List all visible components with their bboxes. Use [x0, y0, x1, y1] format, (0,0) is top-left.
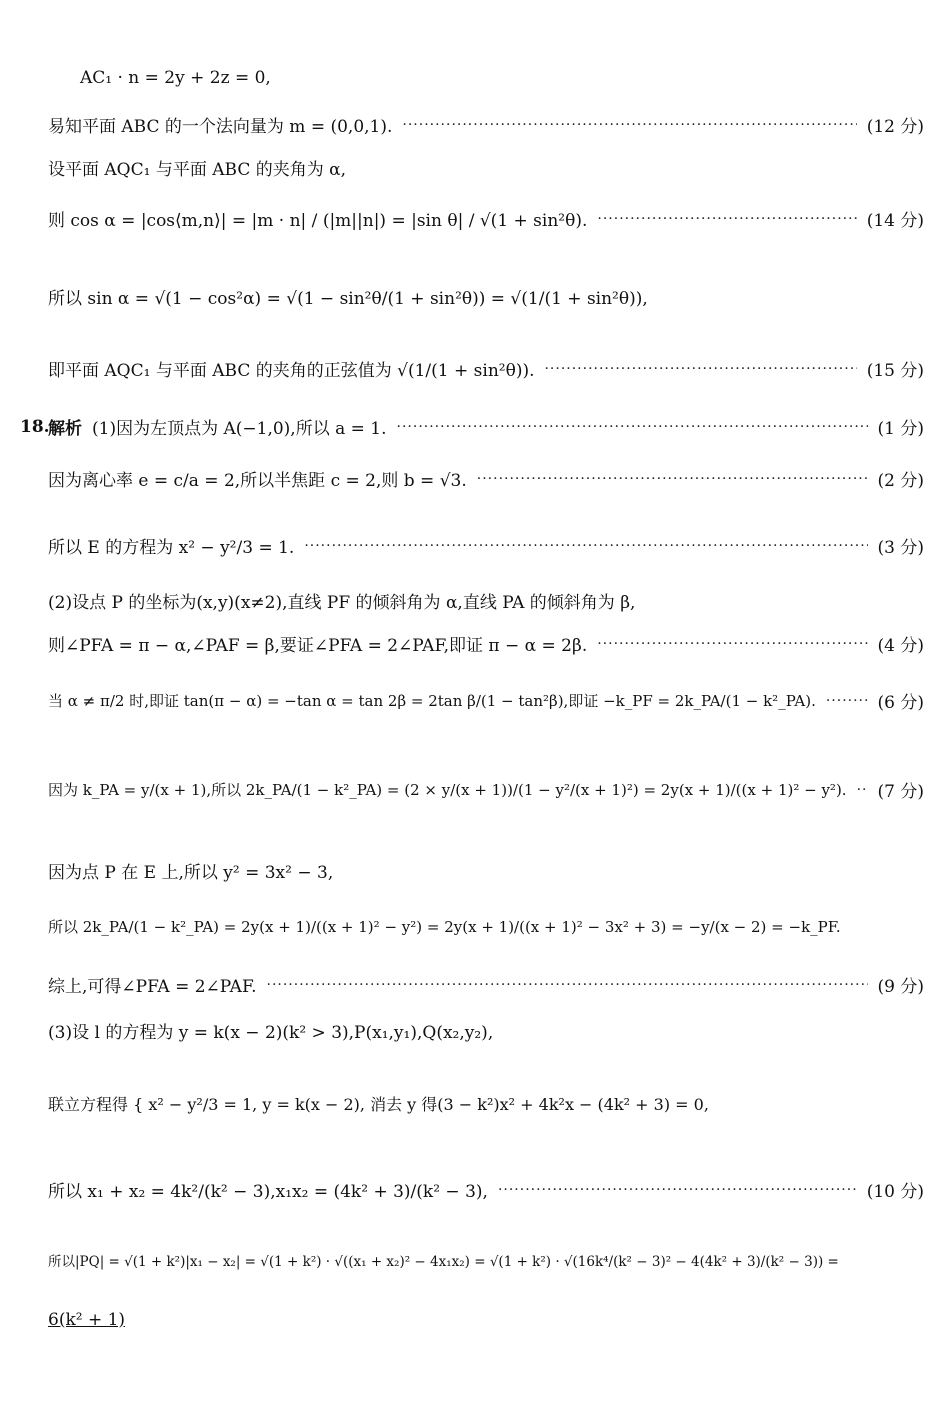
final-fragment: 6(k² + 1) — [48, 1310, 126, 1330]
line-10: (2)设点 P 的坐标为(x,y)(x≠2),直线 PF 的倾斜角为 α,直线 PA 的倾斜角为 β, — [48, 593, 636, 613]
line-17: (3)设 l 的方程为 y = k(x − 2)(k² > 3),P(x₁,y₁),Q(x₂,y₂), — [48, 1023, 494, 1043]
score: (7 分) — [877, 782, 924, 802]
leader-dots — [304, 538, 867, 554]
line-9: 所以 E 的方程为 x² − y²/3 = 1. ····· (3 分) — [48, 533, 924, 558]
problem-label: 解析 — [48, 419, 82, 439]
line-12: 当 α ≠ π/2 时,即证 tan(π − α) = −tan α = tan 2β = 2tan β/(1 − tan²β),即证 −k_PF = 2k_PA/(1 − k²_PA). ····· (6 分) — [48, 688, 924, 713]
line-18: 联立方程得 { x² − y²/3 = 1, y = k(x − 2), 消去 y 得(3 − k²)x² + 4k²x − (4k² + 3) = 0, — [48, 1095, 709, 1114]
line-8: 因为离心率 e = c/a = 2,所以半焦距 c = 2,则 b = √3. ····· (2 分) — [48, 466, 924, 491]
leader-dots — [826, 693, 868, 709]
score: (4 分) — [877, 636, 924, 656]
line-2: 易知平面 ABC 的一个法向量为 m = (0,0,1). ····· (12 分) — [48, 112, 924, 137]
line-11: 则∠PFA = π − α,∠PAF = β,要证∠PFA = 2∠PAF,即证 π − α = 2β. ····· (4 分) — [48, 631, 924, 656]
line-4: 则 cos α = |cos⟨m,n⟩| = |m · n| / (|m||n|) = |sin θ| / √(1 + sin²θ). ····· (14 分) — [48, 206, 924, 231]
score: (14 分) — [866, 211, 924, 231]
score: (3 分) — [877, 538, 924, 558]
leader-dots — [402, 117, 856, 133]
leader-dots — [498, 1182, 857, 1198]
score: (9 分) — [877, 977, 924, 997]
leader-dots — [544, 361, 856, 377]
line-13: 因为 k_PA = y/(x + 1),所以 2k_PA/(1 − k²_PA) = (2 × y/(x + 1))/(1 − y²/(x + 1)²) = 2y(x + 1)/((x + 1)² − y²). ····· (7 分) — [48, 777, 924, 802]
line-1: AC₁ · n = 2y + 2z = 0, — [80, 68, 271, 88]
line-7: 18. 解析 (1)因为左顶点为 A(−1,0),所以 a = 1. ····· (1 分) — [48, 414, 924, 439]
leader-dots — [597, 211, 856, 227]
score: (12 分) — [866, 117, 924, 137]
leader-dots — [857, 782, 868, 798]
score: (1 分) — [877, 419, 924, 439]
score: (2 分) — [877, 471, 924, 491]
score: (6 分) — [877, 693, 924, 713]
score: (15 分) — [866, 361, 924, 381]
problem-number: 18. — [20, 416, 50, 437]
leader-dots — [477, 471, 868, 487]
line-14: 因为点 P 在 E 上,所以 y² = 3x² − 3, — [48, 863, 334, 883]
leader-dots — [597, 636, 867, 652]
leader-dots — [267, 977, 868, 993]
line-19: 所以 x₁ + x₂ = 4k²/(k² − 3),x₁x₂ = (4k² + 3)/(k² − 3), ····· (10 分) — [48, 1177, 924, 1202]
leader-dots — [397, 419, 868, 435]
line-6: 即平面 AQC₁ 与平面 ABC 的夹角的正弦值为 √(1/(1 + sin²θ)). ····· (15 分) — [48, 356, 924, 381]
line-20: 所以|PQ| = √(1 + k²)|x₁ − x₂| = √(1 + k²) · √((x₁ + x₂)² − 4x₁x₂) = √(1 + k²) · √(16k⁴/(k² − 3)² − 4(4k² + 3)/(k² − 3)) = — [48, 1254, 839, 1270]
line-5: 所以 sin α = √(1 − cos²α) = √(1 − sin²θ/(1 + sin²θ)) = √(1/(1 + sin²θ)), — [48, 289, 648, 309]
line-15: 所以 2k_PA/(1 − k²_PA) = 2y(x + 1)/((x + 1)² − y²) = 2y(x + 1)/((x + 1)² − 3x² + 3) = −y/(x − 2) = −k_PF. — [48, 918, 841, 936]
line-16: 综上,可得∠PFA = 2∠PAF. ····· (9 分) — [48, 972, 924, 997]
score: (10 分) — [866, 1182, 924, 1202]
line-3: 设平面 AQC₁ 与平面 ABC 的夹角为 α, — [48, 160, 347, 180]
